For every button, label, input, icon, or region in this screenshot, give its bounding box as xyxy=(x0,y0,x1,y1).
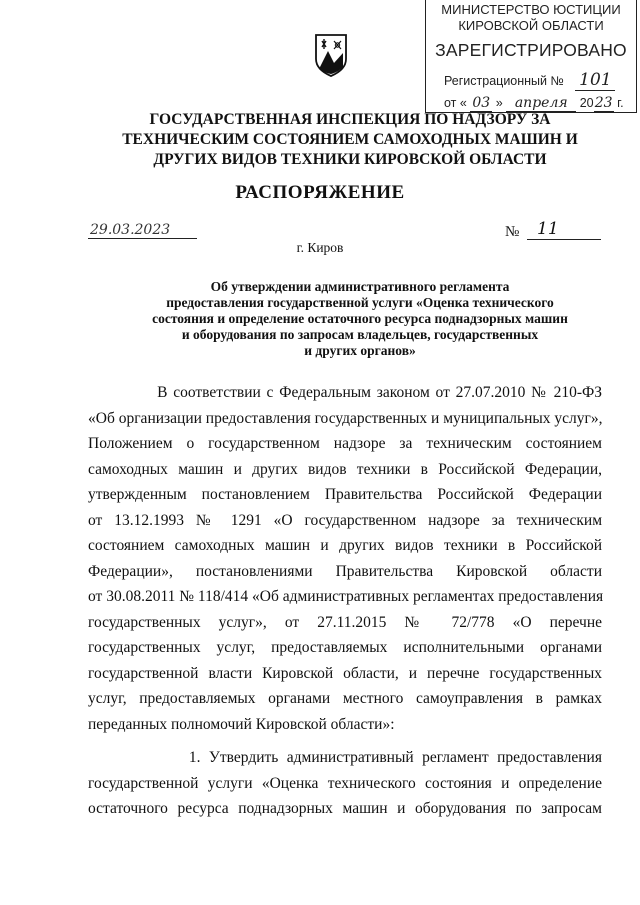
text-line: от 30.08.2011 № 118/414 «Об административных регламентах предоставления xyxy=(88,588,604,605)
document-type: РАСПОРЯЖЕНИЕ xyxy=(235,182,405,203)
document-city: г. Киров xyxy=(296,240,344,255)
text-line: остаточного ресурса поднадзорных машин и оборудования по запросам xyxy=(88,800,602,817)
text-line: «Об организации предоставления государственных и муниципальных услуг», xyxy=(88,409,603,427)
text-line: состоянием самоходных машин и других видов техники в Российской xyxy=(88,537,602,554)
body-paragraph-item-1 xyxy=(88,745,602,822)
stamp-date-suffix: г. xyxy=(617,96,624,110)
stamp-date-year-suffix: 23 xyxy=(594,95,613,111)
stamp-date-day: 03 xyxy=(470,95,492,112)
registration-stamp xyxy=(425,0,637,113)
stamp-reg-number xyxy=(444,70,615,91)
text-line: государственных услуг», от 27.11.2015 № 72/778 «О перечне xyxy=(88,613,602,631)
org-line-2: ТЕХНИЧЕСКИМ СОСТОЯНИЕМ САМОХОДНЫХ МАШИН И xyxy=(122,131,578,148)
org-line-1: ГОСУДАРСТВЕННАЯ ИНСПЕКЦИЯ ПО НАДЗОРУ ЗА xyxy=(149,111,551,128)
subject-line-3: состояния и определение остаточного ресурса поднадзорных машин xyxy=(152,311,568,326)
stamp-ministry-line1: МИНИСТЕРСТВО ЮСТИЦИИ xyxy=(441,2,621,17)
document-number: 11 xyxy=(527,219,601,240)
document-number-label: № xyxy=(505,224,520,240)
document-subject xyxy=(90,279,630,359)
stamp-date-prefix: от « xyxy=(444,96,467,110)
stamp-registered: ЗАРЕГИСТРИРОВАНО xyxy=(435,40,627,60)
org-line-3: ДРУГИХ ВИДОВ ТЕХНИКИ КИРОВСКОЙ ОБЛАСТИ xyxy=(153,151,547,168)
subject-line-2: предоставления государственной услуги «Оценка технического xyxy=(166,295,554,310)
stamp-date-mid: » xyxy=(495,96,503,110)
coat-of-arms-icon xyxy=(314,33,348,77)
subject-line-4: и оборудования по запросам владельцев, государственных xyxy=(181,327,539,342)
stamp-reg-number-value: 101 xyxy=(575,70,615,91)
text-line: 1. Утвердить административный регламент предоставления xyxy=(88,749,602,766)
stamp-ministry-line2: КИРОВСКОЙ ОБЛАСТИ xyxy=(458,18,604,33)
document-date: 29.03.2023 xyxy=(88,222,197,239)
text-line: утвержденным постановлением Правительства Российской Федерации xyxy=(88,486,602,503)
text-line: В соответствии с Федеральным законом от 27.07.2010 № 210-ФЗ xyxy=(88,384,602,401)
text-line: государственной власти Кировской области, и перечне государственных xyxy=(88,664,602,682)
organization-heading xyxy=(90,110,610,170)
stamp-date-month: апреля xyxy=(506,95,576,112)
text-line: самоходных машин и других видов техники в Российской Федерации, xyxy=(88,460,602,478)
stamp-date-year-prefix: 20 xyxy=(579,96,594,110)
text-line: государственных услуг, предоставляемых исполнительными органами xyxy=(88,639,602,656)
subject-line-5: и других органов» xyxy=(304,343,416,358)
text-line: Положением о государственном надзоре за техническим состоянием xyxy=(88,435,602,452)
text-line: Федерации», постановлениями Правительства Кировской области xyxy=(88,562,602,580)
body-paragraph-preamble xyxy=(88,380,602,737)
text-line: переданных полномочий Кировской области»: xyxy=(88,715,395,733)
text-line: услуг, предоставляемых органами местного самоуправления в рамках xyxy=(88,690,602,707)
text-line: государственной услуги «Оценка технического состояния и определение xyxy=(88,774,602,792)
text-line: от 13.12.1993 № 1291 «О государственном надзоре за техническим xyxy=(88,511,602,529)
stamp-reg-number-label: Регистрационный № xyxy=(444,74,564,88)
subject-line-1: Об утверждении административного регламента xyxy=(210,279,510,294)
